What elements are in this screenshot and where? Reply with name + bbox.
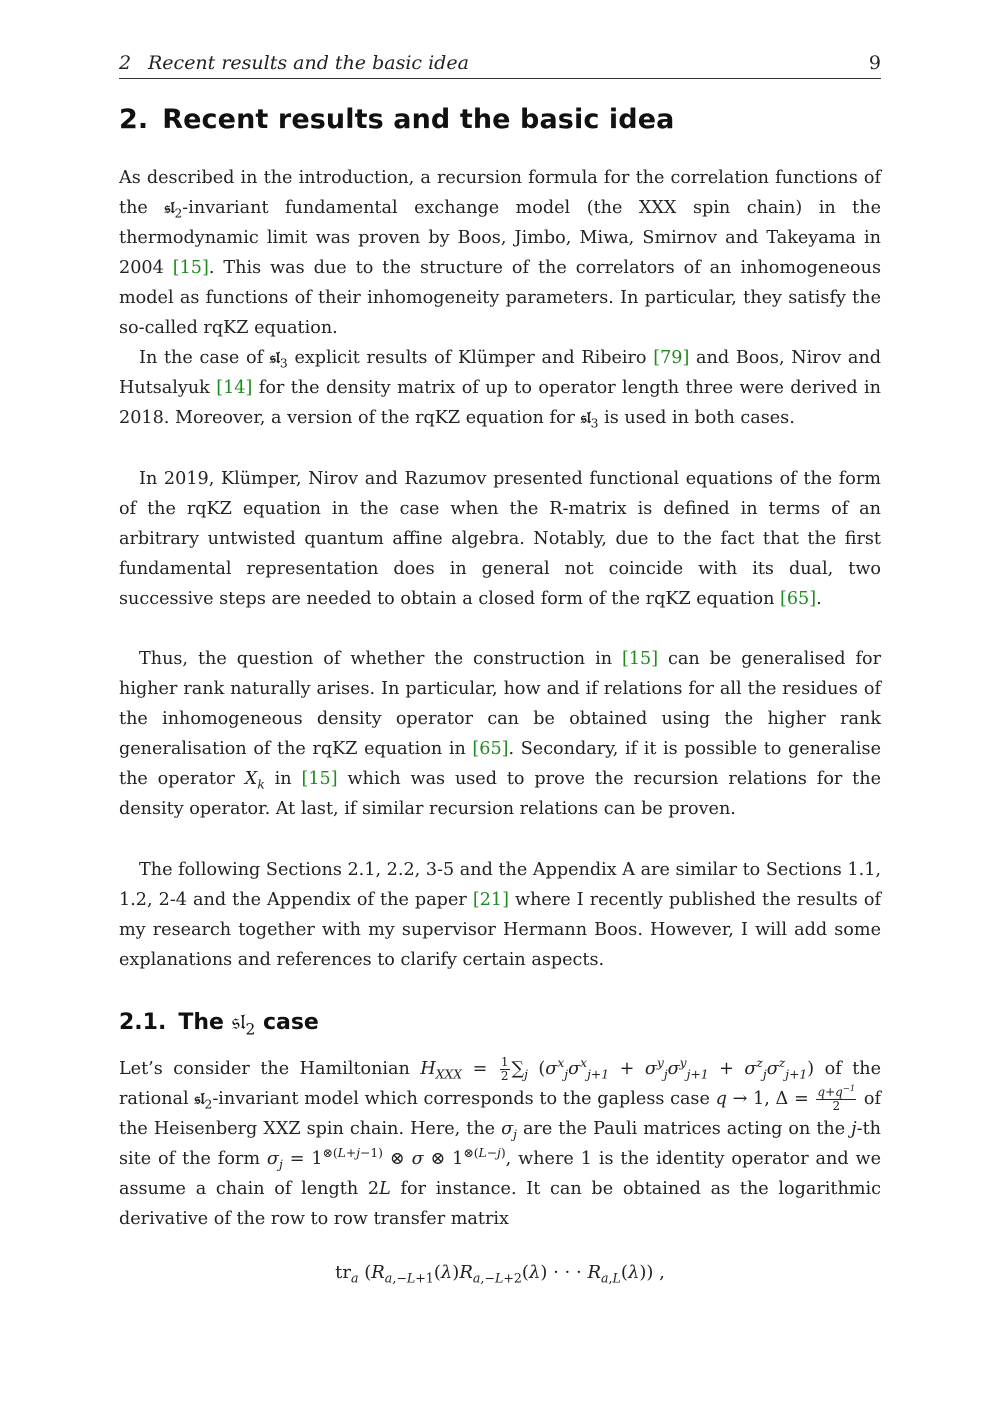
sl2-symbol: 𝔰𝔩 bbox=[194, 1089, 205, 1108]
section-heading bbox=[119, 104, 674, 135]
citation-15[interactable]: [15] bbox=[172, 258, 209, 278]
paragraph-5: The following Sections 2.1, 2.2, 3-5 and the Appendix A are similar to Sections 1.1, 1.2, 2-4 and the Appendix of the paper [21] where I recently published the results of my research together with my supervisor Hermann Boos. However, I will add some explanations and references to clarify certain aspects. bbox=[119, 860, 881, 970]
operator-xk: $X_k$ bbox=[244, 769, 265, 792]
citation-15[interactable]: [15] bbox=[621, 649, 659, 669]
citation-65[interactable]: [65] bbox=[472, 739, 509, 759]
running-head-section-number: 2 bbox=[119, 52, 132, 74]
subsection-heading: 2.1. The 𝔰𝔩$_2$ case bbox=[119, 1010, 319, 1039]
chain-length: 2L bbox=[367, 1179, 391, 1199]
citation-21[interactable]: [21] bbox=[472, 890, 509, 910]
sl3-symbol: 𝔰𝔩 bbox=[269, 348, 280, 367]
citation-14[interactable]: [14] bbox=[216, 378, 253, 398]
citation-79[interactable]: [79] bbox=[653, 348, 690, 368]
sl3-symbol: 𝔰𝔩 bbox=[580, 408, 591, 427]
sl2-symbol: 𝔰𝔩 bbox=[164, 198, 175, 217]
sl2-symbol: 𝔰𝔩 bbox=[231, 1010, 246, 1035]
gapless-case-formula: q → 1, Δ = $\frac{q+q^{-1}}{2}$ bbox=[715, 1082, 856, 1113]
paragraph-4: Thus, the question of whether the construction in [15] can be generalised for higher rank naturally arises. In particular, how and if relations for all the residues of the inhomogeneous density operator can be obtained using the higher rank generalisation of the rqKZ equation in [65]. Secondary, if it is possible to generalise the operator $X_k$ in [15] which was used to prove the recursion relations for the density operator. At last, if similar recursion relations can be proven. bbox=[119, 649, 881, 819]
pauli-formula: $\sigma_j = 1^{\otimes(L+j-1)}$ ⊗ σ ⊗ $1^{\otimes(L-j)}$ bbox=[266, 1146, 506, 1172]
running-head bbox=[119, 52, 881, 79]
site-index-j: j bbox=[851, 1119, 857, 1139]
paragraph-3: In 2019, Klümper, Nirov and Razumov presented functional equations of the form of the rqKZ equation in the case when the R-matrix is defined in terms of an arbitrary untwisted quantum affine algebra. Notably, due to the fact that the first fundamental representation does in general not coincide with its dual, two successive steps are needed to obtain a closed form of the rqKZ equation [65]. bbox=[119, 469, 881, 609]
paragraph-2: In the case of 𝔰𝔩$_3$ explicit results of Klümper and Ribeiro [79] and Boos, Nirov and Hutsalyuk [14] for the density matrix of up to operator length three were derived in 2018. Moreover, a version of the rqKZ equation for 𝔰𝔩$_3$ is used in both cases. bbox=[119, 348, 881, 431]
hamiltonian-formula: $H_{XXX}$ = $\frac{1}{2}$ $\sum_j$ $(\sigma^x_j\sigma^x_{j+1} + \sigma^y_j\sigma^y_{j+1} + \sigma^z_j\sigma^z_{j+1})$ bbox=[420, 1054, 815, 1083]
subsection-number: 2.1. bbox=[119, 1010, 167, 1035]
paragraph-1: As described in the introduction, a recursion formula for the correlation functions of the 𝔰𝔩$_2$-invariant fundamental exchange model (the XXX spin chain) in the thermodynamic limit was proven by Boos, Jimbo, Miwa, Smirnov and Takeyama in 2004 [15]. This was due to the structure of the correlators of an inhomogeneous model as functions of their inhomogeneity parameters. In particular, they satisfy the so-called rqKZ equation. bbox=[119, 168, 881, 338]
citation-15[interactable]: [15] bbox=[301, 769, 338, 789]
page-number: 9 bbox=[868, 52, 881, 74]
sigma-j: $\sigma_j$ bbox=[501, 1119, 517, 1142]
transfer-matrix-equation: $tr_a$ ($R_{a,-L+1}(\lambda)R_{a,-L+2}(\lambda)$ · · · $R_{a,L}(\lambda)$) , bbox=[335, 1262, 665, 1286]
paragraph-6: Let’s consider the Hamiltonian $H_{XXX}$ = $\frac{1}{2}$ $\sum_j$ $(\sigma^x_j\sigma^x_{j+1} + \sigma^y_j\sigma^y_{j+1} + \sigma^z_j\sigma^z_{j+1})$ of the rational 𝔰𝔩$_2$-invariant model which corresponds to the gapless case q → 1, Δ = $\frac{q+q^{-1}}{2}$ of the Heisenberg XXZ spin chain. Here, the $\sigma_j$ are the Pauli matrices acting on the j-th site of the form $\sigma_j = 1^{\otimes(L+j-1)}$ ⊗ σ ⊗ $1^{\otimes(L-j)}$, where 1 is the identity operator and we assume a chain of length 2L for instance. It can be obtained as the logarithmic derivative of the row to row transfer matrix bbox=[119, 1054, 882, 1229]
running-head-title: Recent results and the basic idea bbox=[148, 52, 469, 74]
citation-65[interactable]: [65] bbox=[780, 589, 817, 609]
section-title: Recent results and the basic idea bbox=[162, 104, 675, 135]
section-number: 2. bbox=[119, 104, 149, 135]
